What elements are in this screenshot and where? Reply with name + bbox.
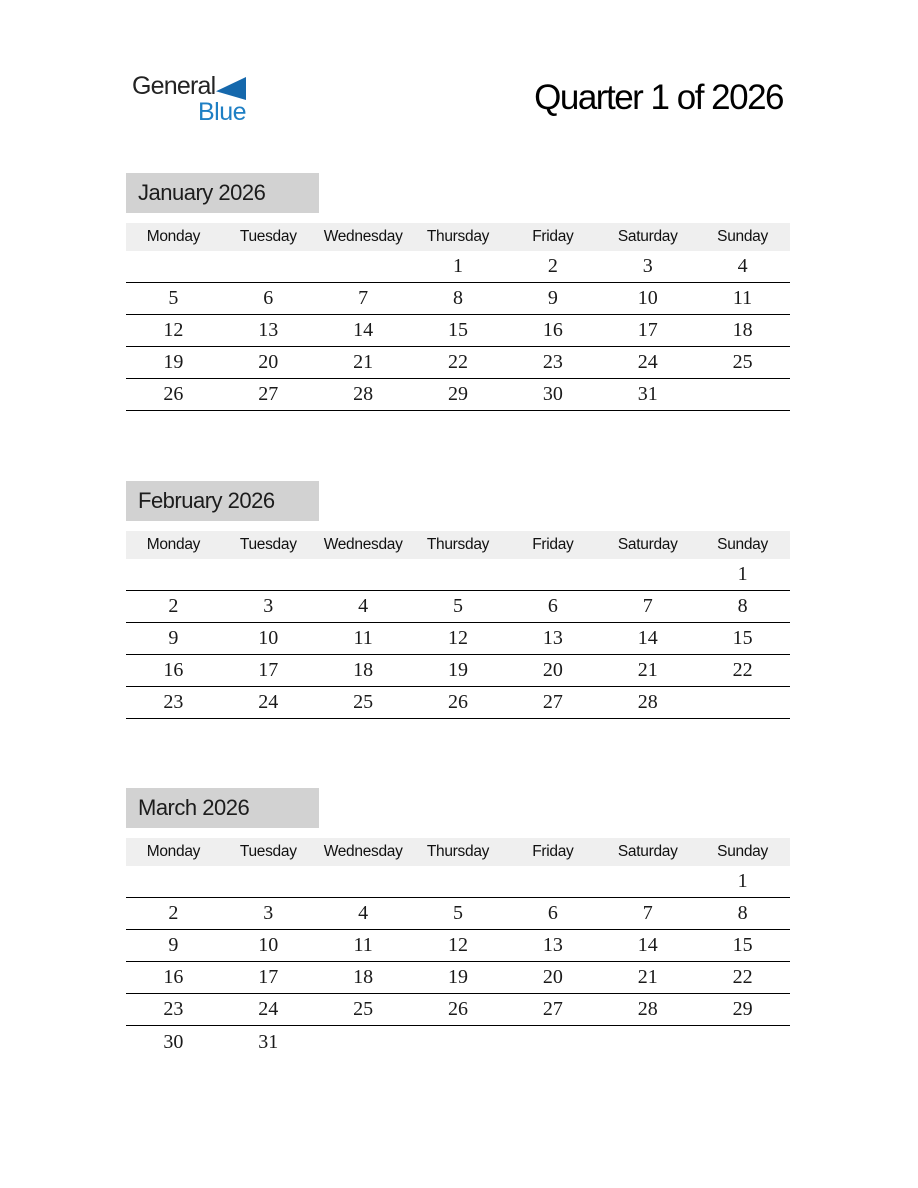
day-cell: 22 <box>732 966 753 988</box>
day-cell-empty <box>221 251 316 282</box>
month-title: February 2026 <box>126 481 319 521</box>
day-cell: 10 <box>637 287 658 309</box>
weekday-label: Wednesday <box>323 536 403 553</box>
week-row <box>126 687 790 719</box>
day-cell-empty <box>505 866 600 897</box>
day-cell-empty <box>600 559 695 590</box>
weekday-label: Sunday <box>717 228 768 245</box>
week-row <box>126 866 790 898</box>
day-cell: 20 <box>258 351 279 373</box>
day-cell: 18 <box>732 319 753 341</box>
day-cell: 14 <box>637 627 658 649</box>
day-cell-empty <box>695 379 790 410</box>
day-cell: 19 <box>447 966 468 988</box>
weekday-header-row <box>126 838 790 866</box>
day-cell: 11 <box>732 287 753 309</box>
day-cell-empty <box>505 559 600 590</box>
day-cell: 8 <box>737 902 748 924</box>
day-cell: 27 <box>542 691 563 713</box>
day-cell-empty <box>126 559 221 590</box>
day-cell: 1 <box>452 255 463 277</box>
weekday-label: Friday <box>532 228 574 245</box>
day-cell-empty <box>316 559 411 590</box>
weekday-label: Tuesday <box>239 843 297 860</box>
day-cell: 28 <box>353 383 374 405</box>
day-cell: 19 <box>447 659 468 681</box>
month-calendar <box>126 788 790 1058</box>
week-row <box>126 251 790 283</box>
day-cell: 23 <box>163 998 184 1020</box>
day-cell: 25 <box>353 691 374 713</box>
day-cell: 17 <box>258 659 279 681</box>
day-cell: 12 <box>447 627 468 649</box>
month-calendar <box>126 481 790 719</box>
day-cell: 15 <box>732 934 753 956</box>
day-cell: 10 <box>258 627 279 649</box>
day-cell: 7 <box>358 287 369 309</box>
day-cell-empty <box>126 251 221 282</box>
day-cell: 27 <box>258 383 279 405</box>
day-cell: 2 <box>168 595 179 617</box>
weekday-label: Monday <box>146 228 201 245</box>
day-cell: 28 <box>637 691 658 713</box>
month-grid <box>126 559 790 719</box>
day-cell: 6 <box>547 595 558 617</box>
weekday-label: Monday <box>146 843 201 860</box>
weekday-header-row <box>126 531 790 559</box>
week-row <box>126 591 790 623</box>
day-cell: 1 <box>737 563 748 585</box>
month-title: March 2026 <box>126 788 319 828</box>
day-cell: 16 <box>163 659 184 681</box>
day-cell-empty <box>316 251 411 282</box>
logo-text-blue: Blue <box>198 98 247 126</box>
weekday-label: Sunday <box>717 843 768 860</box>
day-cell-empty <box>126 866 221 897</box>
day-cell: 28 <box>637 998 658 1020</box>
day-cell: 8 <box>737 595 748 617</box>
day-cell: 17 <box>258 966 279 988</box>
day-cell: 5 <box>452 595 463 617</box>
day-cell: 26 <box>447 691 468 713</box>
day-cell: 22 <box>447 351 468 373</box>
day-cell: 21 <box>353 351 374 373</box>
day-cell: 25 <box>353 998 374 1020</box>
day-cell: 7 <box>642 902 653 924</box>
day-cell: 24 <box>258 998 279 1020</box>
day-cell: 19 <box>163 351 184 373</box>
day-cell-empty <box>316 1026 411 1058</box>
day-cell: 9 <box>168 934 179 956</box>
day-cell: 2 <box>168 902 179 924</box>
day-cell: 4 <box>358 902 369 924</box>
day-cell: 3 <box>642 255 653 277</box>
day-cell: 14 <box>353 319 374 341</box>
page-title: Quarter 1 of 2026 <box>534 78 783 117</box>
day-cell: 8 <box>452 287 463 309</box>
weekday-label: Wednesday <box>323 228 403 245</box>
day-cell: 24 <box>637 351 658 373</box>
day-cell: 3 <box>263 902 274 924</box>
day-cell: 18 <box>353 966 374 988</box>
day-cell: 6 <box>263 287 274 309</box>
day-cell: 17 <box>637 319 658 341</box>
day-cell: 12 <box>163 319 184 341</box>
weekday-label: Saturday <box>617 843 678 860</box>
weekday-label: Wednesday <box>323 843 403 860</box>
week-row <box>126 962 790 994</box>
day-cell-empty <box>411 866 506 897</box>
weekday-label: Sunday <box>717 536 768 553</box>
day-cell: 13 <box>258 319 279 341</box>
day-cell-empty <box>221 559 316 590</box>
day-cell: 20 <box>542 966 563 988</box>
week-row <box>126 1026 790 1058</box>
week-row <box>126 379 790 411</box>
day-cell: 9 <box>547 287 558 309</box>
day-cell: 31 <box>637 383 658 405</box>
day-cell: 21 <box>637 659 658 681</box>
day-cell-empty <box>695 687 790 718</box>
weekday-label: Friday <box>532 843 574 860</box>
day-cell-empty <box>600 1026 695 1058</box>
weekday-label: Thursday <box>426 843 490 860</box>
day-cell: 2 <box>547 255 558 277</box>
day-cell: 11 <box>353 934 373 956</box>
month-title: January 2026 <box>126 173 319 213</box>
day-cell: 6 <box>547 902 558 924</box>
weekday-label: Thursday <box>426 228 490 245</box>
day-cell-empty <box>411 1026 506 1058</box>
day-cell: 25 <box>732 351 753 373</box>
day-cell: 23 <box>163 691 184 713</box>
day-cell: 23 <box>542 351 563 373</box>
week-row <box>126 559 790 591</box>
week-row <box>126 994 790 1026</box>
day-cell: 13 <box>542 627 563 649</box>
day-cell: 4 <box>737 255 748 277</box>
day-cell: 14 <box>637 934 658 956</box>
day-cell: 30 <box>163 1030 184 1053</box>
day-cell-empty <box>600 866 695 897</box>
week-row <box>126 347 790 379</box>
day-cell-empty <box>411 559 506 590</box>
day-cell: 30 <box>542 383 563 405</box>
week-row <box>126 315 790 347</box>
day-cell-empty <box>505 1026 600 1058</box>
weekday-label: Saturday <box>617 228 678 245</box>
logo-text-general: General <box>132 72 216 100</box>
day-cell: 12 <box>447 934 468 956</box>
month-calendar <box>126 173 790 411</box>
week-row <box>126 930 790 962</box>
day-cell: 27 <box>542 998 563 1020</box>
weekday-label: Monday <box>146 536 201 553</box>
day-cell: 15 <box>447 319 468 341</box>
week-row <box>126 898 790 930</box>
day-cell: 3 <box>263 595 274 617</box>
day-cell: 5 <box>452 902 463 924</box>
month-grid <box>126 251 790 411</box>
weekday-label: Friday <box>532 536 574 553</box>
day-cell: 15 <box>732 627 753 649</box>
weekday-label: Thursday <box>426 536 490 553</box>
day-cell: 13 <box>542 934 563 956</box>
day-cell: 26 <box>163 383 184 405</box>
day-cell: 20 <box>542 659 563 681</box>
day-cell: 11 <box>353 627 373 649</box>
week-row <box>126 655 790 687</box>
day-cell: 10 <box>258 934 279 956</box>
weekday-label: Saturday <box>617 536 678 553</box>
day-cell: 16 <box>163 966 184 988</box>
day-cell: 29 <box>732 998 753 1020</box>
day-cell: 31 <box>258 1030 279 1053</box>
day-cell: 18 <box>353 659 374 681</box>
weekday-header-row <box>126 223 790 251</box>
day-cell: 24 <box>258 691 279 713</box>
day-cell: 21 <box>637 966 658 988</box>
day-cell: 26 <box>447 998 468 1020</box>
day-cell: 22 <box>732 659 753 681</box>
day-cell: 5 <box>168 287 179 309</box>
week-row <box>126 283 790 315</box>
day-cell: 4 <box>358 595 369 617</box>
week-row <box>126 623 790 655</box>
month-grid <box>126 866 790 1058</box>
day-cell-empty <box>695 1026 790 1058</box>
day-cell-empty <box>316 866 411 897</box>
day-cell: 9 <box>168 627 179 649</box>
weekday-label: Tuesday <box>239 228 297 245</box>
day-cell-empty <box>221 866 316 897</box>
day-cell: 29 <box>447 383 468 405</box>
day-cell: 7 <box>642 595 653 617</box>
weekday-label: Tuesday <box>239 536 297 553</box>
day-cell: 1 <box>737 870 748 892</box>
day-cell: 16 <box>542 319 563 341</box>
